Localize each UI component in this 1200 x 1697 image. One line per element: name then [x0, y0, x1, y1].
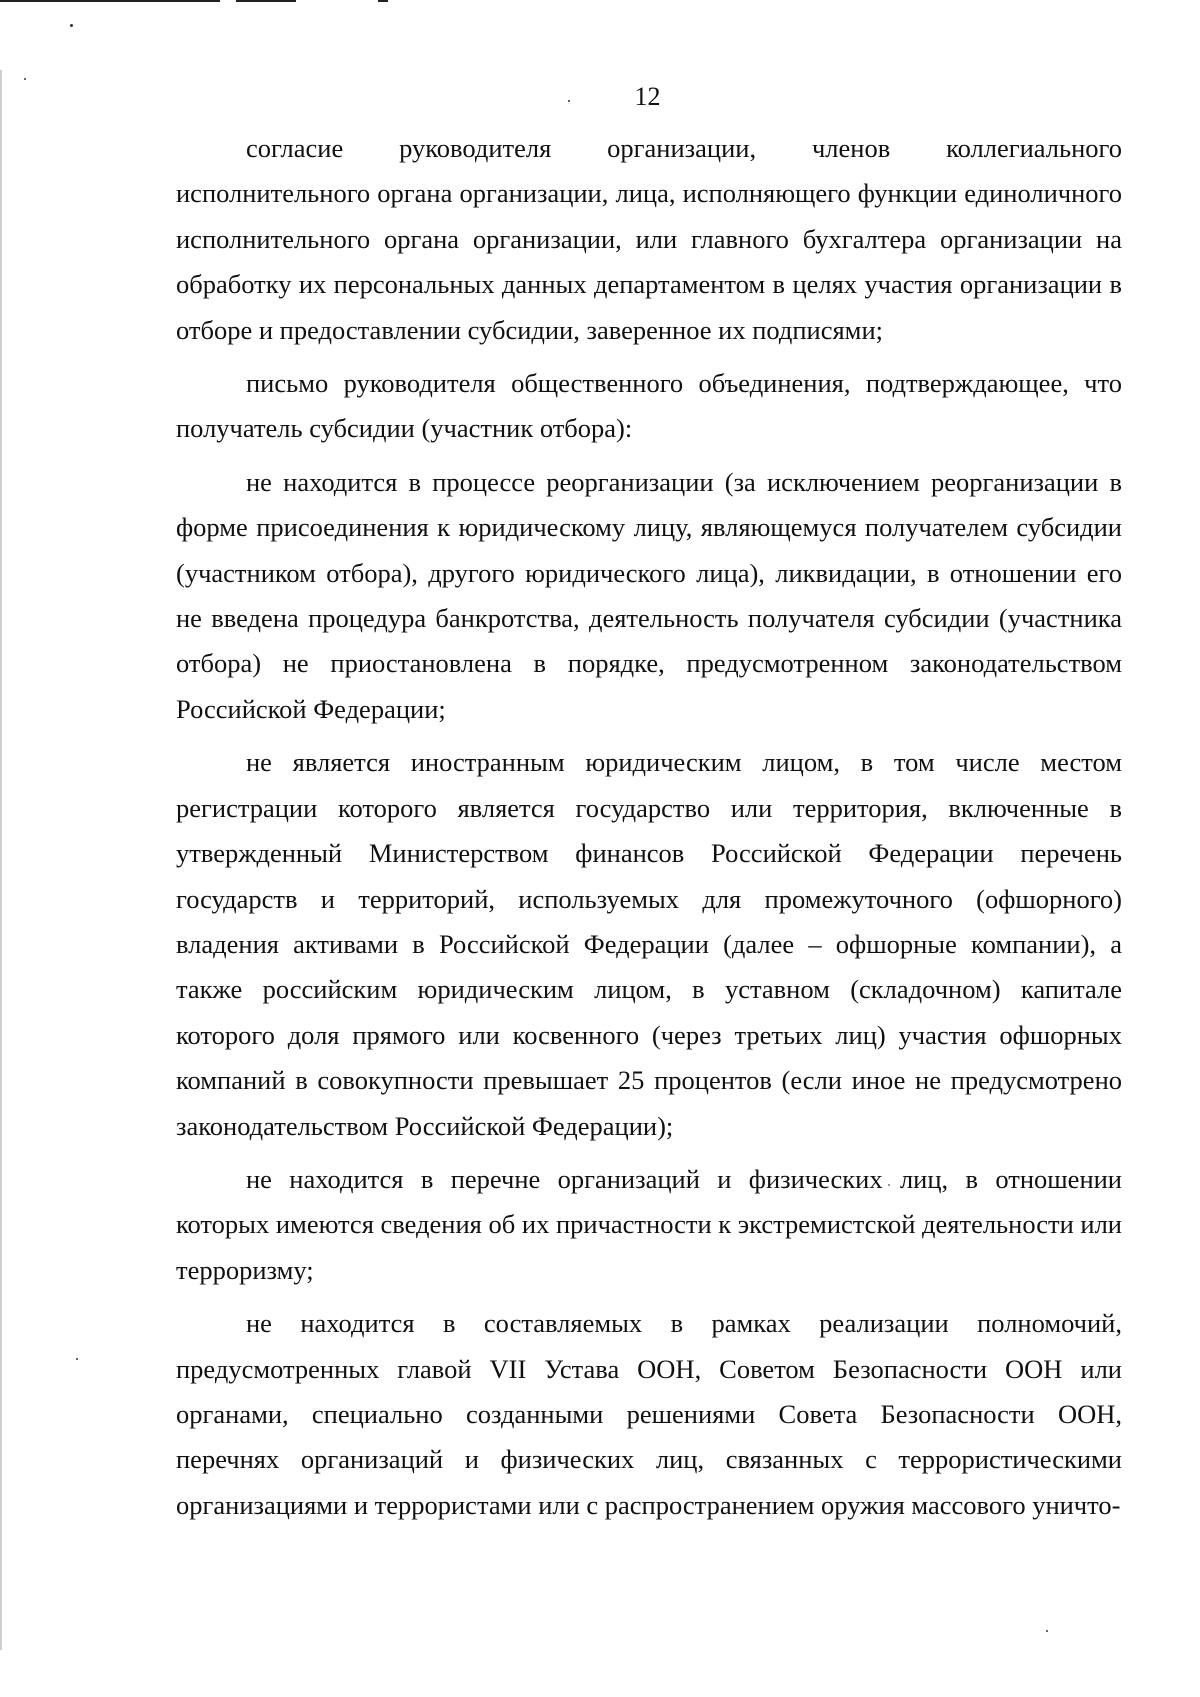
paragraph-letter: письмо руководителя общественного объединения, подтверждающее, что получатель субсидии (участник отбора):: [176, 368, 1122, 444]
paragraph-extremism-list: не находится в перечне организаций и физических лиц, в отношении которых имеются сведения об их причастности к экстремистской деятельности или терроризму;: [176, 1163, 1122, 1285]
scan-edge-top: [0, 0, 220, 2]
paragraph-consent: согласие руководителя организации, членов коллегиального исполнительного органа организации, лица, исполняющего функции единоличного исполнительного органа организации, или главного бухгалтера организации на обработку их персональных данных департаментом в целях участия организации в отборе и предоставлении субсидии, заверенное их подписями;: [176, 133, 1122, 345]
scan-speck: [70, 24, 73, 27]
page-number: 12: [634, 82, 661, 111]
paragraph-foreign-entity: не является иностранным юридическим лицом, в том числе местом регистрации которого является государство или территория, включенные в утвержденный Министерством финансов Российской Федерации перечень государств и территорий, используемых для промежуточного (офшорного) владения активами в Российской Федерации (далее – офшорные компании), а также российским юридическим лицом, в уставном (складочном) капитале которого доля прямого или косвенного (через третьих лиц) участия офшорных компаний в совокупности превышает 25 процентов (если иное не предусмотрено законодательством Российской Федерации);: [176, 747, 1122, 1141]
scan-edge-top-2: [236, 0, 296, 2]
scan-speck: [24, 78, 26, 80]
paragraph-un-sanctions: не находится в составляемых в рамках реализации полномочий, предусмотренных главой VII Устава ООН, Советом Безопасности ООН или органами, специально созданными решениями Совета Безопасности ООН, перечнях организаций и физических лиц, связанных с террористическими организациями и террористами или с распространением оружия массового уничто-: [176, 1308, 1122, 1520]
scan-edge-top-3: [378, 0, 388, 2]
scan-speck: [1046, 1630, 1048, 1632]
paragraph-reorganization: не находится в процессе реорганизации (за исключением реорганизации в форме присоединения к юридическому лицу, являющемуся получателем субсидии (участником отбора), другого юридического лица), ликвидации, в отношении его не введена процедура банкротства, деятельность получателя субсидии (участника отбора) не приостановлена в порядке, предусмотренном законодательством Российской Федерации;: [176, 466, 1122, 724]
scan-speck: [76, 1358, 78, 1360]
scan-edge-left: [0, 70, 2, 1650]
document-body: [176, 126, 1122, 1536]
